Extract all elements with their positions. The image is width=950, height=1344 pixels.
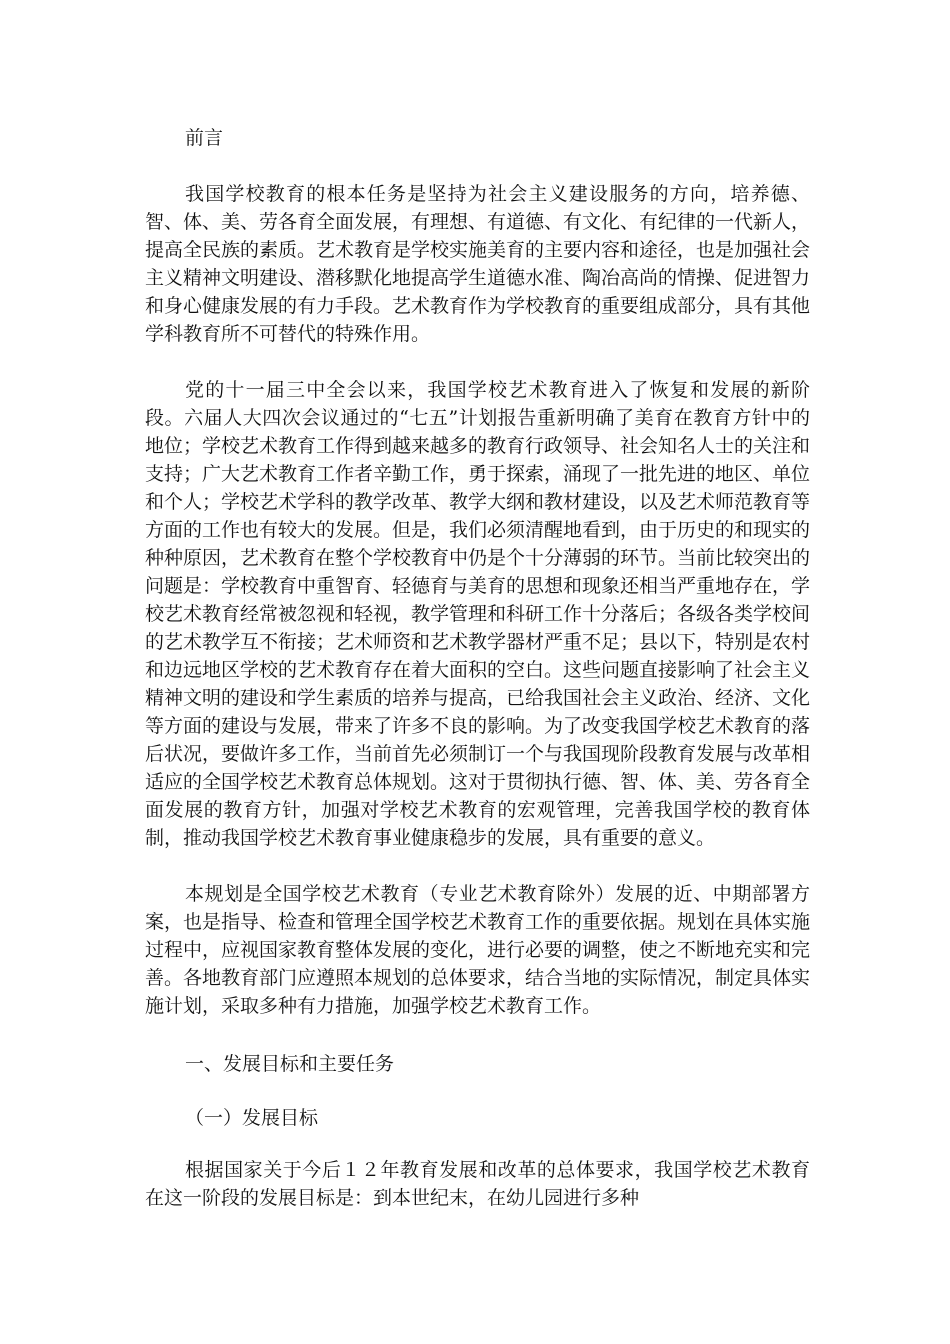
paragraph-1: 我国学校教育的根本任务是坚持为社会主义建设服务的方向，培养德、智、体、美、劳各育全面发展，有理想、有道德、有文化、有纪律的一代新人，提高全民族的素质。艺术教育是学校实施美育的主要内容和途径，也是加强社会主义精神文明建设、潜移默化地提高学生道德水准、陶冶高尚的情操、促进智力和身心健康发展的有力手段。艺术教育作为学校教育的重要组成部分，具有其他学科教育所不可替代的特殊作用。 <box>145 183 811 345</box>
paragraph-3: 本规划是全国学校艺术教育（专业艺术教育除外）发展的近、中期部署方案，也是指导、检查和管理全国学校艺术教育工作的重要依据。规划在具体实施过程中，应视国家教育整体发展的变化，进行必要的调整，使之不断地充实和完善。各地教育部门应遵照本规划的总体要求，结合当地的实际情况，制定具体实施计划，采取多种有力措施，加强学校艺术教育工作。 <box>145 883 811 1017</box>
paragraph-4: 根据国家关于今后１２年教育发展和改革的总体要求，我国学校艺术教育在这一阶段的发展目标是：到本世纪末，在幼儿园进行多种 <box>145 1159 810 1209</box>
section-heading: 一、发展目标和主要任务 <box>185 1053 395 1075</box>
subsection-heading: （一）发展目标 <box>185 1107 319 1129</box>
paragraph-2: 党的十一届三中全会以来，我国学校艺术教育进入了恢复和发展的新阶段。六届人大四次会议通过的“七五”计划报告重新明确了美育在教育方针中的地位；学校艺术教育工作得到越来越多的教育行政领导、社会知名人士的关注和支持；广大艺术教育工作者辛勤工作，勇于探索，涌现了一批先进的地区、单位和个人；学校艺术学科的教学改革、教学大纲和教材建设，以及艺术师范教育等方面的工作也有较大的发展。但是，我们必须清醒地看到，由于历史的和现实的种种原因，艺术教育在整个学校教育中仍是个十分薄弱的环节。当前比较突出的问题是：学校教育中重智育、轻德育与美育的思想和现象还相当严重地存在，学校艺术教育经常被忽视和轻视，教学管理和科研工作十分落后；各级各类学校间的艺术教学互不衔接；艺术师资和艺术教学器材严重不足；县以下，特别是农村和边远地区学校的艺术教育存在着大面积的空白。这些问题直接影响了社会主义精神文明的建设和学生素质的培养与提高，已给我国社会主义政治、经济、文化等方面的建设与发展，带来了许多不良的影响。为了改变我国学校艺术教育的落后状况，要做许多工作，当前首先必须制订一个与我国现阶段教育发展与改革相适应的全国学校艺术教育总体规划。这对于贯彻执行德、智、体、美、劳各育全面发展的教育方针，加强对学校艺术教育的宏观管理，完善我国学校的教育体制，推动我国学校艺术教育事业健康稳步的发展，具有重要的意义。 <box>145 379 811 849</box>
document-page <box>145 124 810 1212</box>
preface-title: 前言 <box>185 127 224 149</box>
